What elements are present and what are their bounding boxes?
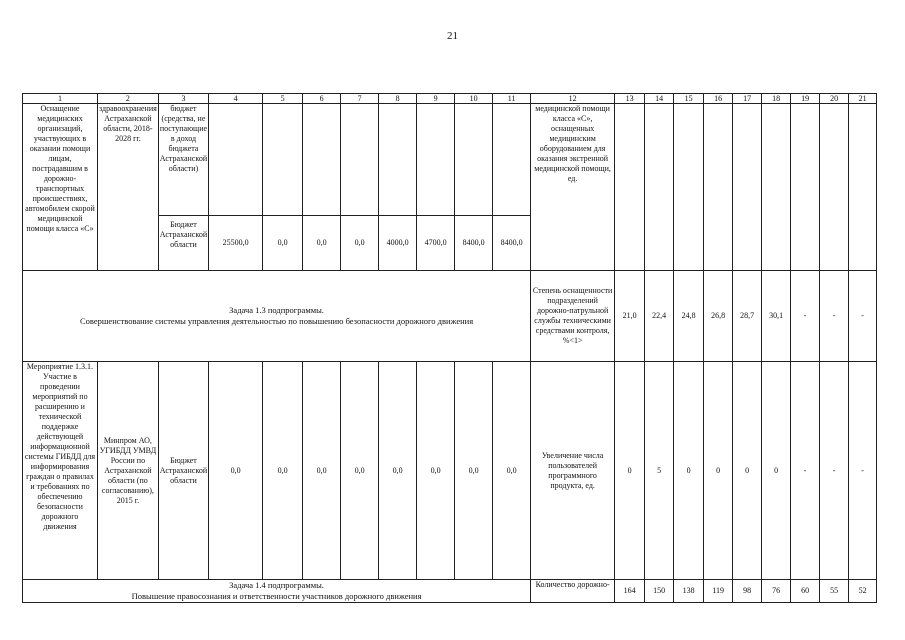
value-cell: 0,0 [263, 362, 303, 580]
value-cell [263, 104, 303, 216]
measure-cell: Оснащение медицинских организаций, участвующих в оказании помощи лицам, пострадавшим в дорожно-транспортных происшествиях, автомобилем скорой медицинской помощи класса «С» [23, 104, 98, 271]
value-cell [303, 104, 341, 216]
value-cell: 0,0 [493, 362, 531, 580]
value-cell: - [820, 271, 849, 362]
col-header: 20 [820, 94, 849, 104]
col-header: 8 [379, 94, 417, 104]
value-cell: 0,0 [417, 362, 455, 580]
col-header: 18 [762, 94, 791, 104]
table-row [23, 362, 877, 580]
col-header: 14 [645, 94, 674, 104]
value-cell: 26,8 [704, 271, 733, 362]
task-title: Задача 1.3 подпрограммы. [229, 305, 324, 315]
value-cell: 0,0 [341, 216, 379, 271]
funding-source-cell: бюджет (средства, не поступающие в доход бюджета Астраханской области) [158, 104, 208, 216]
value-cell [379, 104, 417, 216]
value-cell: 5 [645, 362, 674, 580]
col-header: 1 [23, 94, 98, 104]
value-cell: - [820, 362, 849, 580]
task-text: Повышение правосознания и ответственности участников дорожного движения [131, 591, 422, 601]
value-cell: 24,8 [674, 271, 704, 362]
value-cell: 0,0 [303, 362, 341, 580]
task-row [23, 271, 877, 362]
indicator-cell: Увеличение числа пользователей программного продукта, ед. [531, 362, 615, 580]
funding-source-cell: Бюджет Астраханской области [158, 362, 208, 580]
value-cell [791, 104, 820, 271]
value-cell: - [791, 271, 820, 362]
value-cell: 0 [615, 362, 645, 580]
executor-cell: Минпром АО, УГИБДД УМВД России по Астраханской области (по согласованию), 2015 г. [98, 362, 159, 580]
col-header: 15 [674, 94, 704, 104]
value-cell [615, 104, 645, 271]
col-header: 16 [704, 94, 733, 104]
value-cell: 119 [704, 580, 733, 603]
value-cell: 0 [674, 362, 704, 580]
value-cell: 0 [762, 362, 791, 580]
value-cell: - [849, 271, 877, 362]
value-cell [493, 104, 531, 216]
col-header: 7 [341, 94, 379, 104]
executor-cell: здравоохранения Астраханской области, 2018-2028 гг. [98, 104, 159, 271]
value-cell: - [791, 362, 820, 580]
task-row [23, 580, 877, 603]
value-cell [762, 104, 791, 271]
value-cell: 60 [791, 580, 820, 603]
col-header: 17 [733, 94, 762, 104]
value-cell: 0,0 [379, 362, 417, 580]
value-cell: 0,0 [263, 216, 303, 271]
col-header: 10 [455, 94, 493, 104]
col-header: 5 [263, 94, 303, 104]
table-row [23, 104, 877, 216]
col-header: 21 [849, 94, 877, 104]
value-cell: 4700,0 [417, 216, 455, 271]
funding-source-cell: Бюджет Астраханской области [158, 216, 208, 271]
col-header: 9 [417, 94, 455, 104]
value-cell [674, 104, 704, 271]
column-number-row [23, 94, 877, 104]
value-cell: 52 [849, 580, 877, 603]
value-cell: 30,1 [762, 271, 791, 362]
col-header: 6 [303, 94, 341, 104]
col-header: 4 [209, 94, 263, 104]
value-cell: 0 [733, 362, 762, 580]
value-cell: 0,0 [209, 362, 263, 580]
program-table [22, 93, 877, 603]
indicator-cell: медицинской помощи класса «С», оснащенных медицинским оборудованием для оказания экстренной медицинской помощи, ед. [531, 104, 615, 271]
value-cell [455, 104, 493, 216]
task-text: Совершенствование системы управления деятельностью по повышению безопасности дорожного движения [79, 316, 474, 326]
task-cell [23, 580, 531, 603]
value-cell [417, 104, 455, 216]
value-cell: - [849, 362, 877, 580]
col-header: 3 [158, 94, 208, 104]
value-cell [209, 104, 263, 216]
value-cell [341, 104, 379, 216]
col-header: 13 [615, 94, 645, 104]
task-cell [23, 271, 531, 362]
value-cell: 8400,0 [493, 216, 531, 271]
value-cell [704, 104, 733, 271]
value-cell: 8400,0 [455, 216, 493, 271]
value-cell [733, 104, 762, 271]
value-cell: 0,0 [341, 362, 379, 580]
value-cell: 0,0 [455, 362, 493, 580]
indicator-cell: Степень оснащенности подразделений дорожно-патрульной службы техническими средствами контроля, %<1> [531, 271, 615, 362]
value-cell: 164 [615, 580, 645, 603]
page-number: 21 [447, 30, 458, 42]
col-header: 19 [791, 94, 820, 104]
task-title: Задача 1.4 подпрограммы. [229, 580, 324, 590]
col-header: 11 [493, 94, 531, 104]
col-header: 2 [98, 94, 159, 104]
value-cell: 21,0 [615, 271, 645, 362]
value-cell [820, 104, 849, 271]
col-header: 12 [531, 94, 615, 104]
value-cell: 150 [645, 580, 674, 603]
value-cell [645, 104, 674, 271]
value-cell: 55 [820, 580, 849, 603]
measure-cell: Мероприятие 1.3.1. Участие в проведении мероприятий по расширению и технической поддержке действующей информационной системы ГИБДД для информирования граждан о правилах и требованиях по обеспечению безопасности дорожного движения [23, 362, 98, 580]
value-cell: 0 [704, 362, 733, 580]
value-cell: 76 [762, 580, 791, 603]
value-cell: 138 [674, 580, 704, 603]
value-cell: 4000,0 [379, 216, 417, 271]
value-cell: 28,7 [733, 271, 762, 362]
value-cell [849, 104, 877, 271]
indicator-cell: Количество дорожно- [531, 580, 615, 603]
value-cell: 0,0 [303, 216, 341, 271]
value-cell: 22,4 [645, 271, 674, 362]
value-cell: 25500,0 [209, 216, 263, 271]
value-cell: 98 [733, 580, 762, 603]
